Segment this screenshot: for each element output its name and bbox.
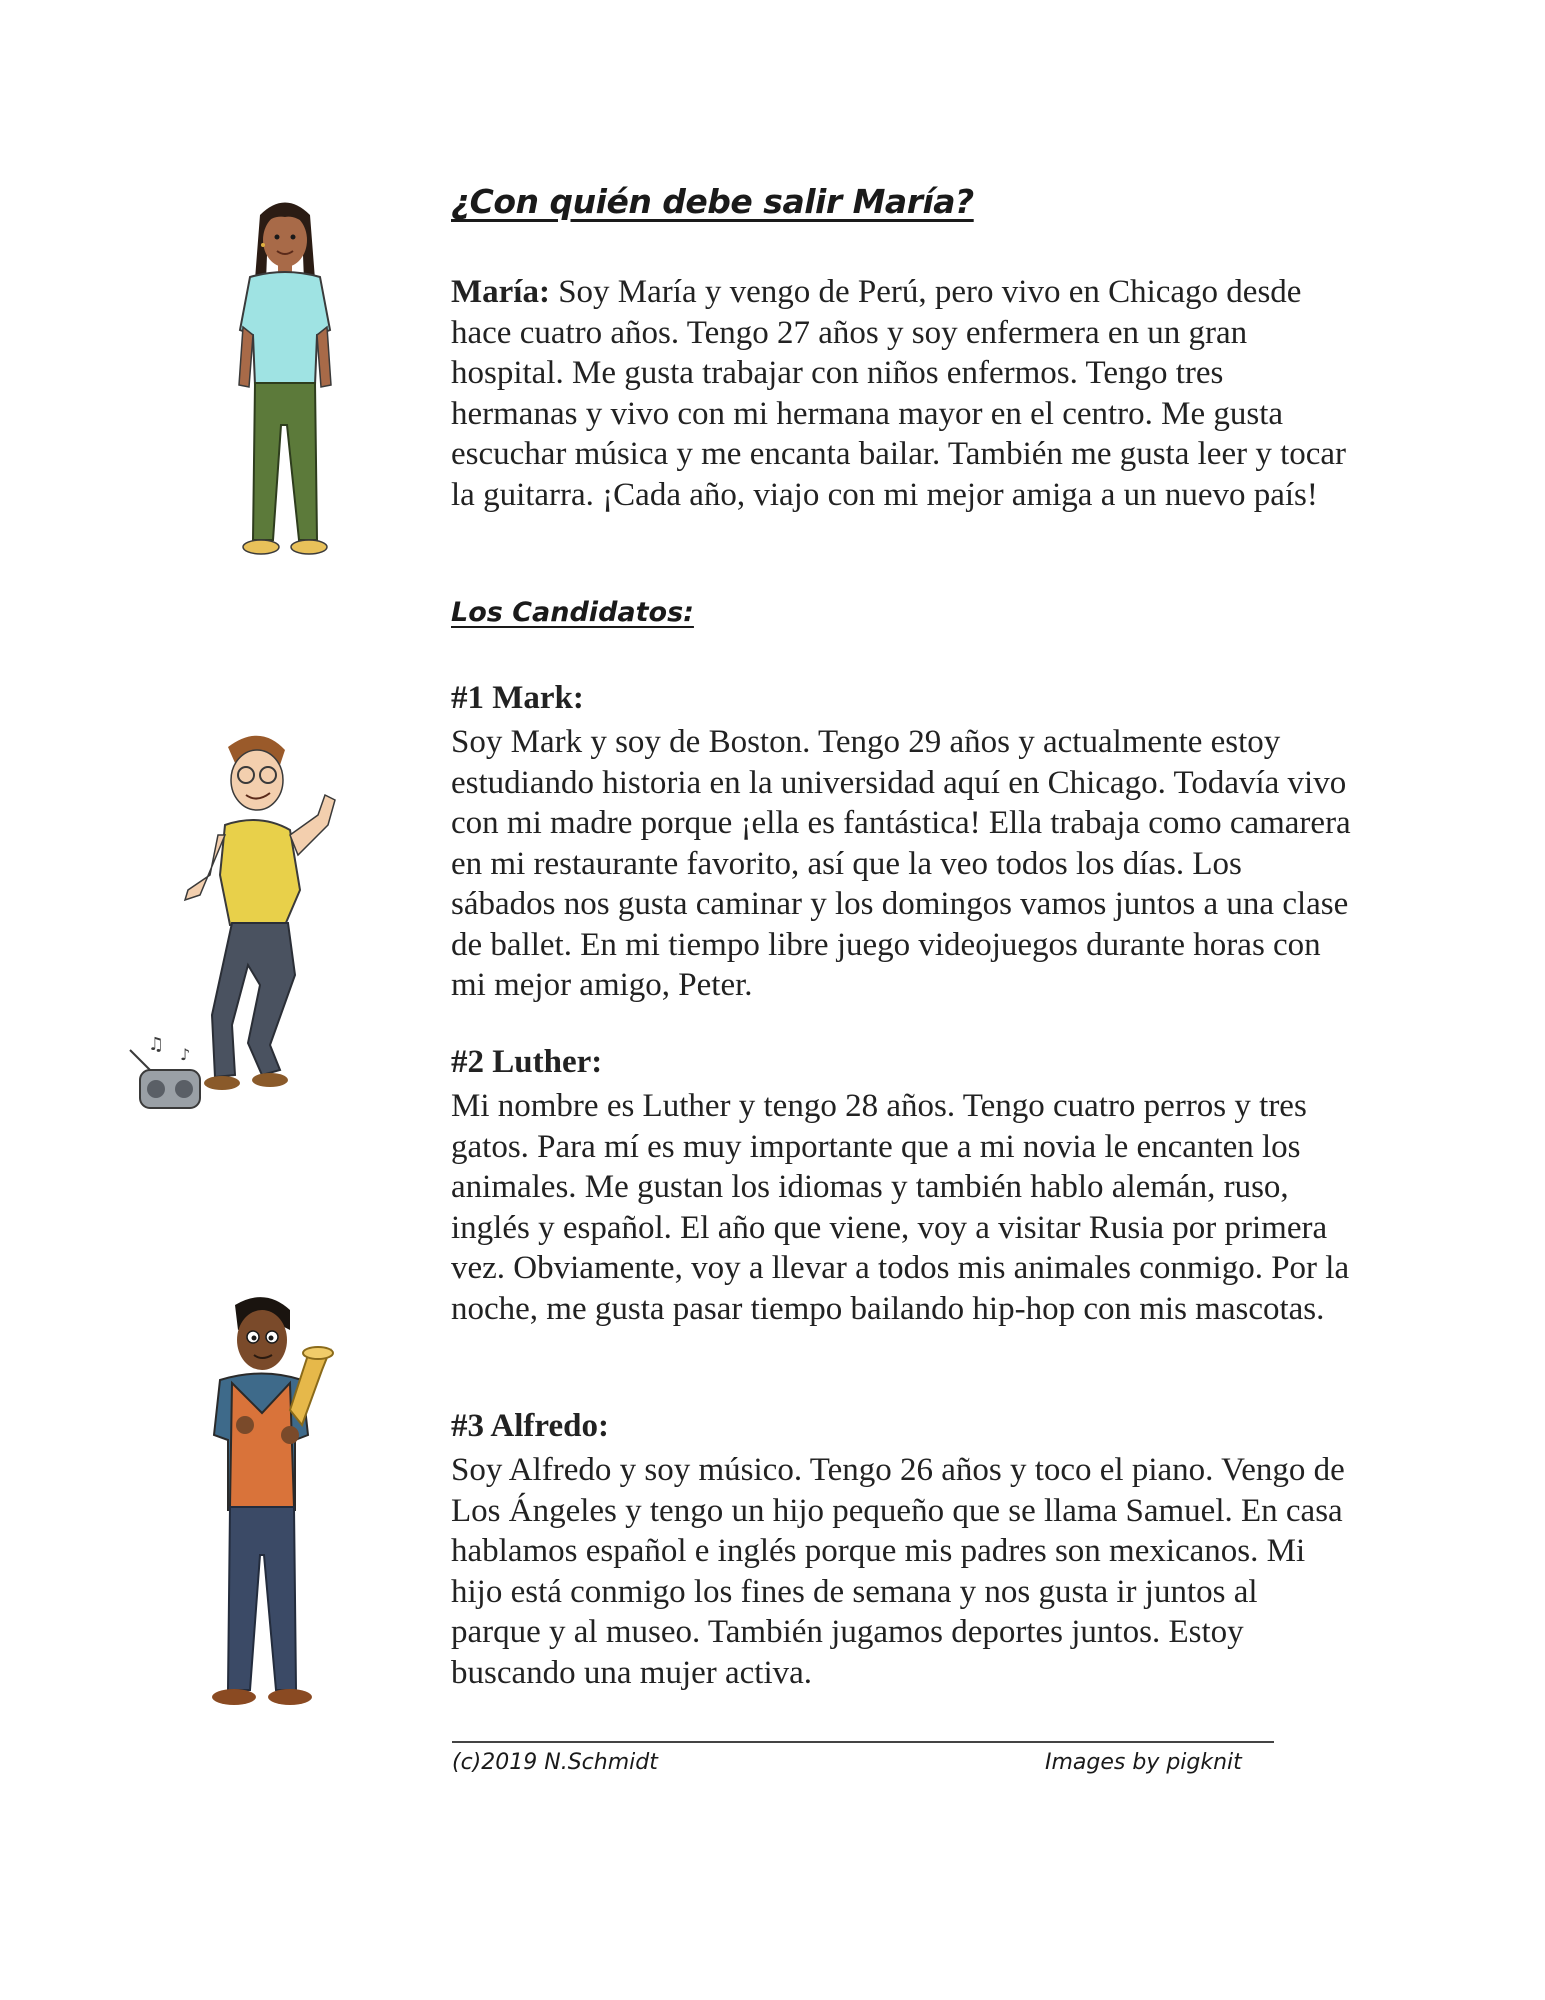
candidate-1-text: Soy Mark y soy de Boston. Tengo 29 años y actualmente estoy estudiando historia en la universidad aquí en Chicago. Todavía vivo con mi madre porque ¡ella es fantástica! Ella trabaja como camarera en mi restaurante favorito, así que la veo todos los días. Los sábados nos gusta caminar y los domingos vamos juntos a una clase de ballet. En mi tiempo libre juego videojuegos durante horas con mi mejor amigo, Peter. — [451, 724, 1351, 1003]
candidate-3-text: Soy Alfredo y soy músico. Tengo 26 años y toco el piano. Vengo de Los Ángeles y tengo un hijo pequeño que se llama Samuel. En casa hablamos español e inglés porque mis padres son mexicanos. Mi hijo está conmigo los fines de semana y nos gusta ir juntos al parque y al museo. También jugamos deportes juntos. Estoy buscando una mujer activa. — [451, 1452, 1345, 1691]
candidate-1-heading: #1 Mark: — [451, 680, 584, 716]
page-title: ¿Con quién debe salir María? — [451, 182, 974, 221]
mark-figure-with-radio — [120, 725, 370, 1120]
candidate-2-text: Mi nombre es Luther y tengo 28 años. Tengo cuatro perros y tres gatos. Para mí es muy importante que a mi novia le encanten los animales. Me gustan los idiomas y también hablo alemán, ruso, inglés y español. El año que viene, voy a visitar Rusia por primera vez. Obviamente, voy a llevar a todos mis animales conmigo. Por la noche, me gusta pasar tiempo bailando hip-hop con mis mascotas. — [451, 1088, 1350, 1327]
candidate-2-heading: #2 Luther: — [451, 1044, 603, 1080]
maria-figure — [225, 195, 355, 575]
maria-profile — [451, 272, 1351, 515]
footer-copyright: (c)2019 N.Schmidt — [452, 1750, 658, 1775]
maria-label: María: — [451, 274, 550, 310]
candidate-3-heading: #3 Alfredo: — [451, 1408, 609, 1444]
svg-text:♫: ♫ — [148, 1034, 165, 1055]
footer-credit: Images by pigknit — [1045, 1750, 1242, 1775]
svg-text:♪: ♪ — [180, 1045, 191, 1064]
alfredo-figure-with-trumpet — [190, 1295, 340, 1730]
maria-text: Soy María y vengo de Perú, pero vivo en Chicago desde hace cuatro años. Tengo 27 años y soy enfermera en un gran hospital. Me gusta trabajar con niños enfermos. Tengo tres hermanas y vivo con mi hermana mayor en el centro. Me gusta escuchar música y me encanta bailar. También me gusta leer y tocar la guitarra. ¡Cada año, viajo con mi mejor amiga a un nuevo país! — [451, 274, 1347, 513]
footer-divider — [452, 1741, 1274, 1743]
candidates-heading: Los Candidatos: — [451, 597, 694, 628]
